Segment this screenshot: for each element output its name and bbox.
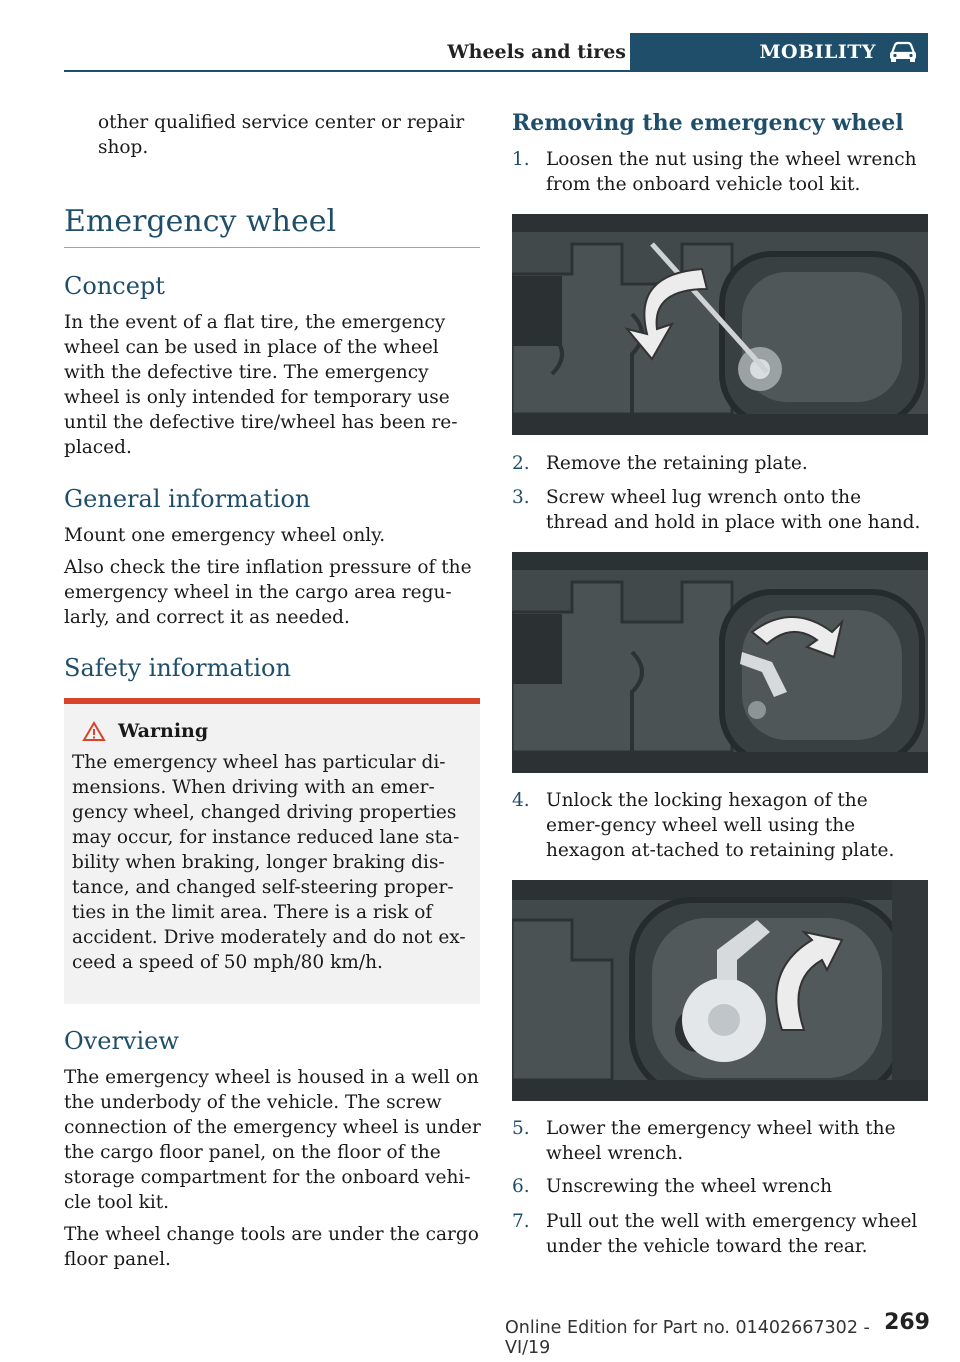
general-text-2: Also check the tire inflation pressure of the emergency wheel in the cargo area regu-larly, and correct it as needed. <box>64 557 472 628</box>
concept-text: In the event of a flat tire, the emergency wheel can be used in place of the wheel with the defective tire. The emergency wheel is only intended for temporary use until the defective tire/wheel has been re-placed. <box>64 312 458 458</box>
edition-footer: Online Edition for Part no. 01402667302 - VI/19 <box>505 1318 870 1358</box>
header-section-title: Wheels and tires <box>447 41 626 63</box>
step-6 <box>512 1174 928 1199</box>
warning-label: Warning <box>118 720 209 742</box>
step-2 <box>512 451 928 476</box>
photo-screw-wrench <box>512 552 928 773</box>
general-heading: General information <box>64 485 311 513</box>
header-chapter-label: MOBILITY <box>759 41 876 63</box>
step-number: 3. <box>512 487 530 508</box>
removing-heading: Removing the emergency wheel <box>512 110 904 136</box>
car-icon <box>888 41 918 63</box>
warning-text: The emergency wheel has particular di-mensions. When driving with an emer-gency wheel, changed driving properties may occur, for instance reduced lane sta-bility when braking, longer braking dis-tance, and changed self-steering proper-ties in the limit area. There is a risk of accident. Drive moderately and do not ex-ceed a speed of 50 mph/80 km/h. <box>72 752 466 973</box>
intro-text: other qualified service center or repair shop. <box>98 112 465 158</box>
step-text: Unlock the locking hexagon of the emer-gency wheel well using the hexagon at-tached to retaining plate. <box>546 790 895 861</box>
step-number: 5. <box>512 1118 530 1139</box>
step-4 <box>512 788 928 863</box>
title-rule <box>64 247 480 248</box>
step-text: Unscrewing the wheel wrench <box>546 1176 832 1197</box>
overview-heading: Overview <box>64 1027 179 1055</box>
header-rule <box>64 70 928 72</box>
warning-box <box>64 698 480 1004</box>
step-text: Screw wheel lug wrench onto the thread and hold in place with one hand. <box>546 487 921 533</box>
step-number: 4. <box>512 790 530 811</box>
warning-title-row <box>82 720 472 742</box>
step-7 <box>512 1209 928 1259</box>
page-number: 269 <box>884 1310 930 1335</box>
concept-heading: Concept <box>64 272 165 300</box>
header-chapter-tab <box>630 33 928 71</box>
page-title: Emergency wheel <box>64 204 337 239</box>
step-text: Pull out the well with emergency wheel under the vehicle toward the rear. <box>546 1211 918 1257</box>
step-number: 1. <box>512 149 530 170</box>
step-5 <box>512 1116 928 1166</box>
step-text: Remove the retaining plate. <box>546 453 808 474</box>
general-text-1: Mount one emergency wheel only. <box>64 525 386 546</box>
step-number: 2. <box>512 453 530 474</box>
step-number: 7. <box>512 1211 530 1232</box>
photo-loosen-nut <box>512 214 928 435</box>
overview-text-2: The wheel change tools are under the cargo floor panel. <box>64 1224 479 1270</box>
step-text: Lower the emergency wheel with the wheel wrench. <box>546 1118 896 1164</box>
photo-unlock-hexagon <box>512 880 928 1101</box>
warning-triangle-icon <box>82 721 106 742</box>
step-3 <box>512 485 928 535</box>
step-1 <box>512 147 928 197</box>
step-text: Loosen the nut using the wheel wrench from the onboard vehicle tool kit. <box>546 149 917 195</box>
overview-text-1: The emergency wheel is housed in a well on the underbody of the vehicle. The screw connection of the emergency wheel is under the cargo floor panel, on the floor of the storage compartment for the onboard vehi-cle tool kit. <box>64 1067 481 1213</box>
safety-heading: Safety information <box>64 654 291 682</box>
step-number: 6. <box>512 1176 530 1197</box>
